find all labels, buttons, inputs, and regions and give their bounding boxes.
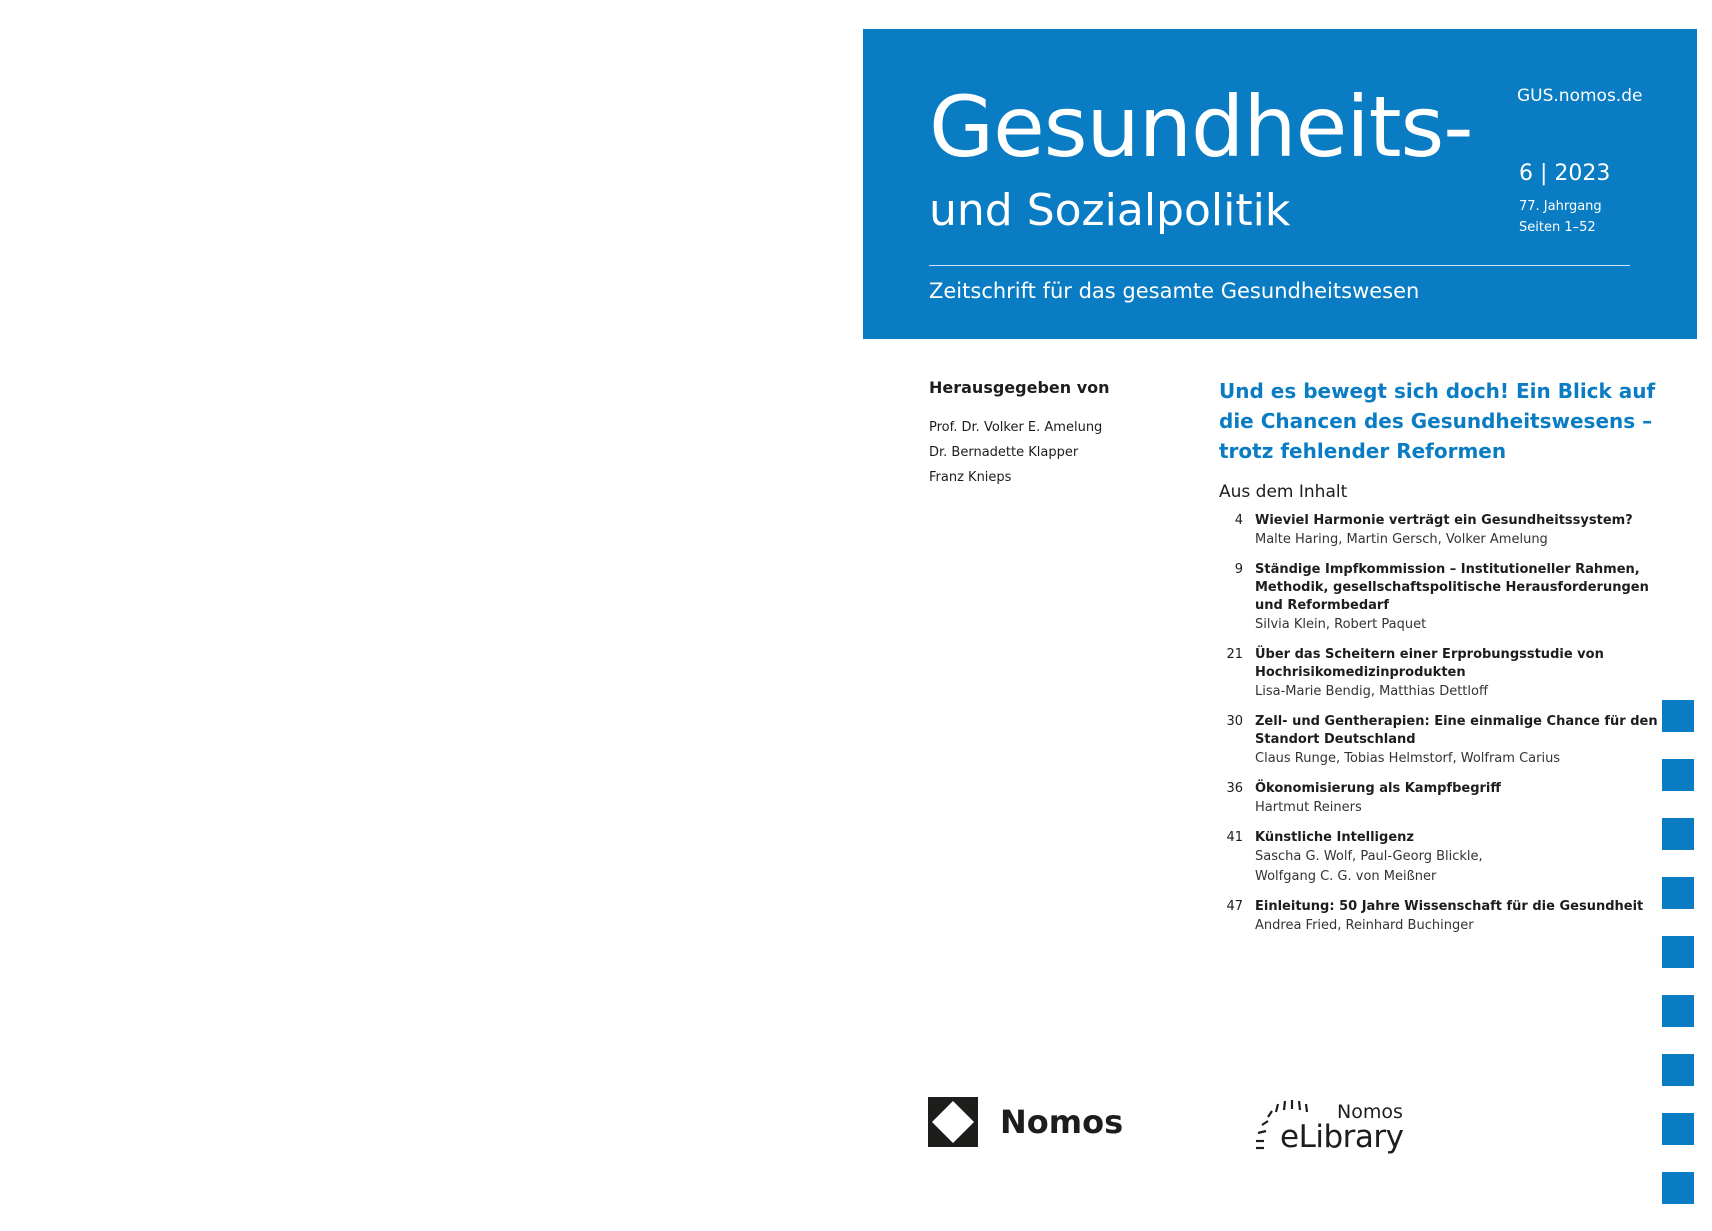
- toc-title-line: Methodik, gesellschaftspolitische Herausforderungen: [1255, 580, 1649, 595]
- headline-line: die Chancen des Gesundheitswesens –: [1219, 409, 1653, 433]
- toc-entry[interactable]: [1219, 713, 1658, 769]
- toc-entry[interactable]: [1219, 561, 1649, 635]
- toc-article-title: [1255, 646, 1604, 682]
- toc-page-number: 9: [1234, 562, 1243, 577]
- header-divider: [929, 265, 1630, 266]
- toc-authors: [1255, 847, 1483, 887]
- toc-entry[interactable]: [1219, 898, 1644, 936]
- elibrary-logo: [1252, 1093, 1412, 1157]
- journal-header: [863, 29, 1697, 339]
- editors-heading: Herausgegeben von: [929, 378, 1110, 397]
- toc-entry-body: [1255, 646, 1604, 702]
- toc-authors-line: Claus Runge, Tobias Helmstorf, Wolfram Carius: [1255, 751, 1561, 766]
- journal-title-sub: und Sozialpolitik: [929, 185, 1291, 236]
- toc-title-line: Wieviel Harmonie verträgt ein Gesundheitssystem?: [1255, 513, 1633, 528]
- toc-entry-body: [1255, 780, 1501, 818]
- toc-page-number: 4: [1234, 513, 1243, 528]
- elibrary-wordmark: eLibrary: [1280, 1119, 1404, 1155]
- volume-info: 77. Jahrgang: [1519, 199, 1602, 214]
- toc-title-line: Über das Scheitern einer Erprobungsstudie von: [1255, 647, 1604, 662]
- toc-article-title: [1255, 829, 1483, 847]
- toc-authors-line: Malte Haring, Martin Gersch, Volker Amelung: [1255, 532, 1548, 547]
- editor-name: Prof. Dr. Volker E. Amelung: [929, 420, 1103, 435]
- toc-authors-line: Andrea Fried, Reinhard Buchinger: [1255, 918, 1474, 933]
- cover-headline: [1219, 376, 1656, 466]
- toc-article-title: [1255, 780, 1501, 798]
- toc-page-number: 36: [1226, 781, 1243, 796]
- toc-entry[interactable]: [1219, 646, 1629, 702]
- toc-authors: [1255, 682, 1604, 702]
- toc-page-number: 41: [1226, 830, 1243, 845]
- nomos-logo: [928, 1097, 1123, 1147]
- toc-entry-body: [1255, 898, 1643, 936]
- journal-url[interactable]: GUS.nomos.de: [1517, 86, 1643, 106]
- toc-page-number: 21: [1226, 647, 1243, 662]
- toc-authors-line: Hartmut Reiners: [1255, 800, 1362, 815]
- side-tab: [1662, 995, 1694, 1027]
- editors-list: [929, 415, 1102, 490]
- toc-heading: Aus dem Inhalt: [1219, 482, 1348, 502]
- toc-title-line: Standort Deutschland: [1255, 732, 1416, 747]
- toc-authors: [1255, 530, 1633, 550]
- toc-entry-body: [1255, 713, 1658, 769]
- side-tab-markers: [1662, 700, 1694, 1231]
- toc-title-line: und Reformbedarf: [1255, 598, 1389, 613]
- side-tab: [1662, 1054, 1694, 1086]
- toc-page-number: 30: [1226, 714, 1243, 729]
- toc-authors-line: Sascha G. Wolf, Paul-Georg Blickle,: [1255, 849, 1483, 864]
- toc-authors-line: Lisa-Marie Bendig, Matthias Dettloff: [1255, 684, 1488, 699]
- elibrary-brand: Nomos: [1337, 1101, 1403, 1123]
- table-of-contents: [1219, 512, 1658, 947]
- issue-number: 6 | 2023: [1519, 161, 1611, 186]
- toc-title-line: Ökonomisierung als Kampfbegriff: [1255, 781, 1501, 796]
- journal-subtitle: Zeitschrift für das gesamte Gesundheitswesen: [929, 279, 1420, 303]
- toc-authors-line: Wolfgang C. G. von Meißner: [1255, 869, 1437, 884]
- toc-entry[interactable]: [1219, 780, 1629, 818]
- toc-entry-body: [1255, 512, 1633, 550]
- toc-entry[interactable]: [1219, 829, 1629, 887]
- headline-line: trotz fehlender Reformen: [1219, 439, 1507, 463]
- toc-article-title: [1255, 561, 1649, 615]
- toc-article-title: [1255, 713, 1658, 749]
- toc-entry-body: [1255, 561, 1649, 635]
- side-tab: [1662, 877, 1694, 909]
- toc-title-line: Einleitung: 50 Jahre Wissenschaft für die Gesundheit: [1255, 899, 1644, 914]
- toc-title-line: Ständige Impfkommission – Institutioneller Rahmen,: [1255, 562, 1640, 577]
- toc-title-line: Hochrisikomedizinprodukten: [1255, 665, 1466, 680]
- toc-entry-body: [1255, 829, 1483, 887]
- toc-authors: [1255, 916, 1643, 936]
- side-tab: [1662, 700, 1694, 732]
- toc-article-title: [1255, 512, 1633, 530]
- toc-page-number: 47: [1226, 899, 1243, 914]
- toc-authors-line: Silvia Klein, Robert Paquet: [1255, 617, 1427, 632]
- side-tab: [1662, 818, 1694, 850]
- toc-article-title: [1255, 898, 1643, 916]
- toc-authors: [1255, 749, 1658, 769]
- nomos-logo-icon: [928, 1097, 978, 1147]
- pages-info: Seiten 1–52: [1519, 220, 1596, 235]
- side-tab: [1662, 936, 1694, 968]
- side-tab: [1662, 1113, 1694, 1145]
- nomos-wordmark: Nomos: [1000, 1103, 1124, 1141]
- side-tab: [1662, 1172, 1694, 1204]
- journal-title: Gesundheits-: [929, 78, 1473, 176]
- toc-entry[interactable]: [1219, 512, 1633, 550]
- side-tab: [1662, 759, 1694, 791]
- editor-name: Franz Knieps: [929, 470, 1012, 485]
- headline-line: Und es bewegt sich doch! Ein Blick auf: [1219, 379, 1656, 403]
- toc-authors: [1255, 798, 1501, 818]
- toc-title-line: Künstliche Intelligenz: [1255, 830, 1414, 845]
- editor-name: Dr. Bernadette Klapper: [929, 445, 1079, 460]
- toc-title-line: Zell- und Gentherapien: Eine einmalige Chance für den: [1255, 714, 1658, 729]
- toc-authors: [1255, 615, 1649, 635]
